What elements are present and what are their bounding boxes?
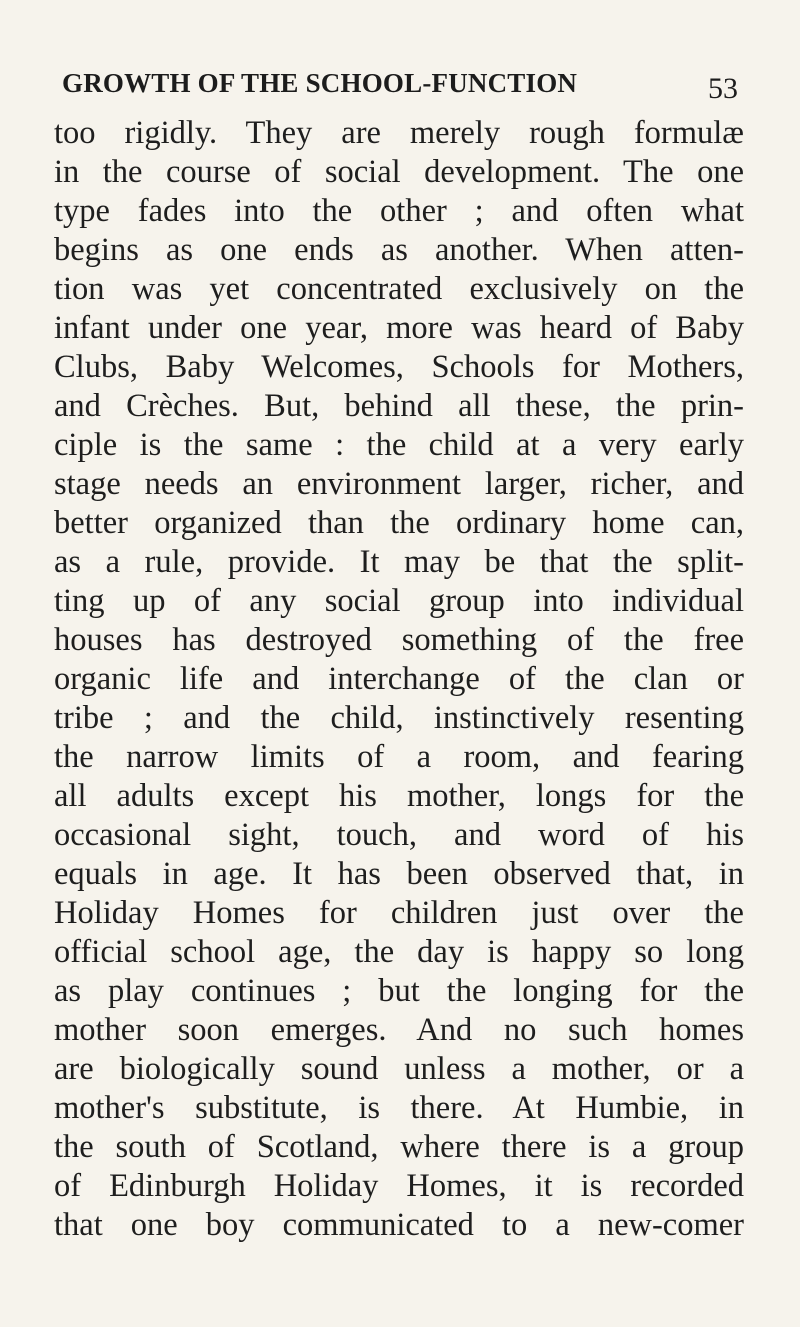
text-line: and Crèches. But, behind all these, the prin- (54, 388, 744, 424)
text-line: infant under one year, more was heard of Baby (54, 310, 744, 346)
text-line: Holiday Homes for children just over the (54, 895, 744, 931)
text-line: mother's substitute, is there. At Humbie, in (54, 1090, 744, 1126)
text-line: that one boy communicated to a new-comer (54, 1207, 744, 1243)
text-line: as a rule, provide. It may be that the split- (54, 544, 744, 580)
text-line: houses has destroyed something of the free (54, 622, 744, 658)
running-title: GROWTH OF THE SCHOOL-FUNCTION (62, 68, 578, 98)
text-line: type fades into the other ; and often what (54, 193, 744, 229)
text-line: the south of Scotland, where there is a group (54, 1129, 744, 1165)
text-line: all adults except his mother, longs for the (54, 778, 744, 814)
text-line: official school age, the day is happy so long (54, 934, 744, 970)
text-line: begins as one ends as another. When atten- (54, 232, 744, 268)
text-line: of Edinburgh Holiday Homes, it is recorded (54, 1168, 744, 1204)
text-line: ciple is the same : the child at a very early (54, 427, 744, 463)
text-line: better organized than the ordinary home can, (54, 505, 744, 541)
running-head (62, 68, 738, 108)
text-line: equals in age. It has been observed that, in (54, 856, 744, 892)
text-line: as play continues ; but the longing for the (54, 973, 744, 1009)
text-line: occasional sight, touch, and word of his (54, 817, 744, 853)
text-line: are biologically sound unless a mother, or a (54, 1051, 744, 1087)
text-line: mother soon emerges. And no such homes (54, 1012, 744, 1048)
text-line: too rigidly. They are merely rough formulæ (54, 115, 744, 151)
page-number: 53 (708, 72, 738, 105)
text-line: tribe ; and the child, instinctively resenting (54, 700, 744, 736)
text-line: in the course of social development. The one (54, 154, 744, 190)
body-text (54, 114, 744, 1245)
text-line: the narrow limits of a room, and fearing (54, 739, 744, 775)
text-line: ting up of any social group into individual (54, 583, 744, 619)
text-line: stage needs an environment larger, richer, and (54, 466, 744, 502)
text-line: Clubs, Baby Welcomes, Schools for Mothers, (54, 349, 744, 385)
text-line: organic life and interchange of the clan or (54, 661, 744, 697)
text-line: tion was yet concentrated exclusively on the (54, 271, 744, 307)
